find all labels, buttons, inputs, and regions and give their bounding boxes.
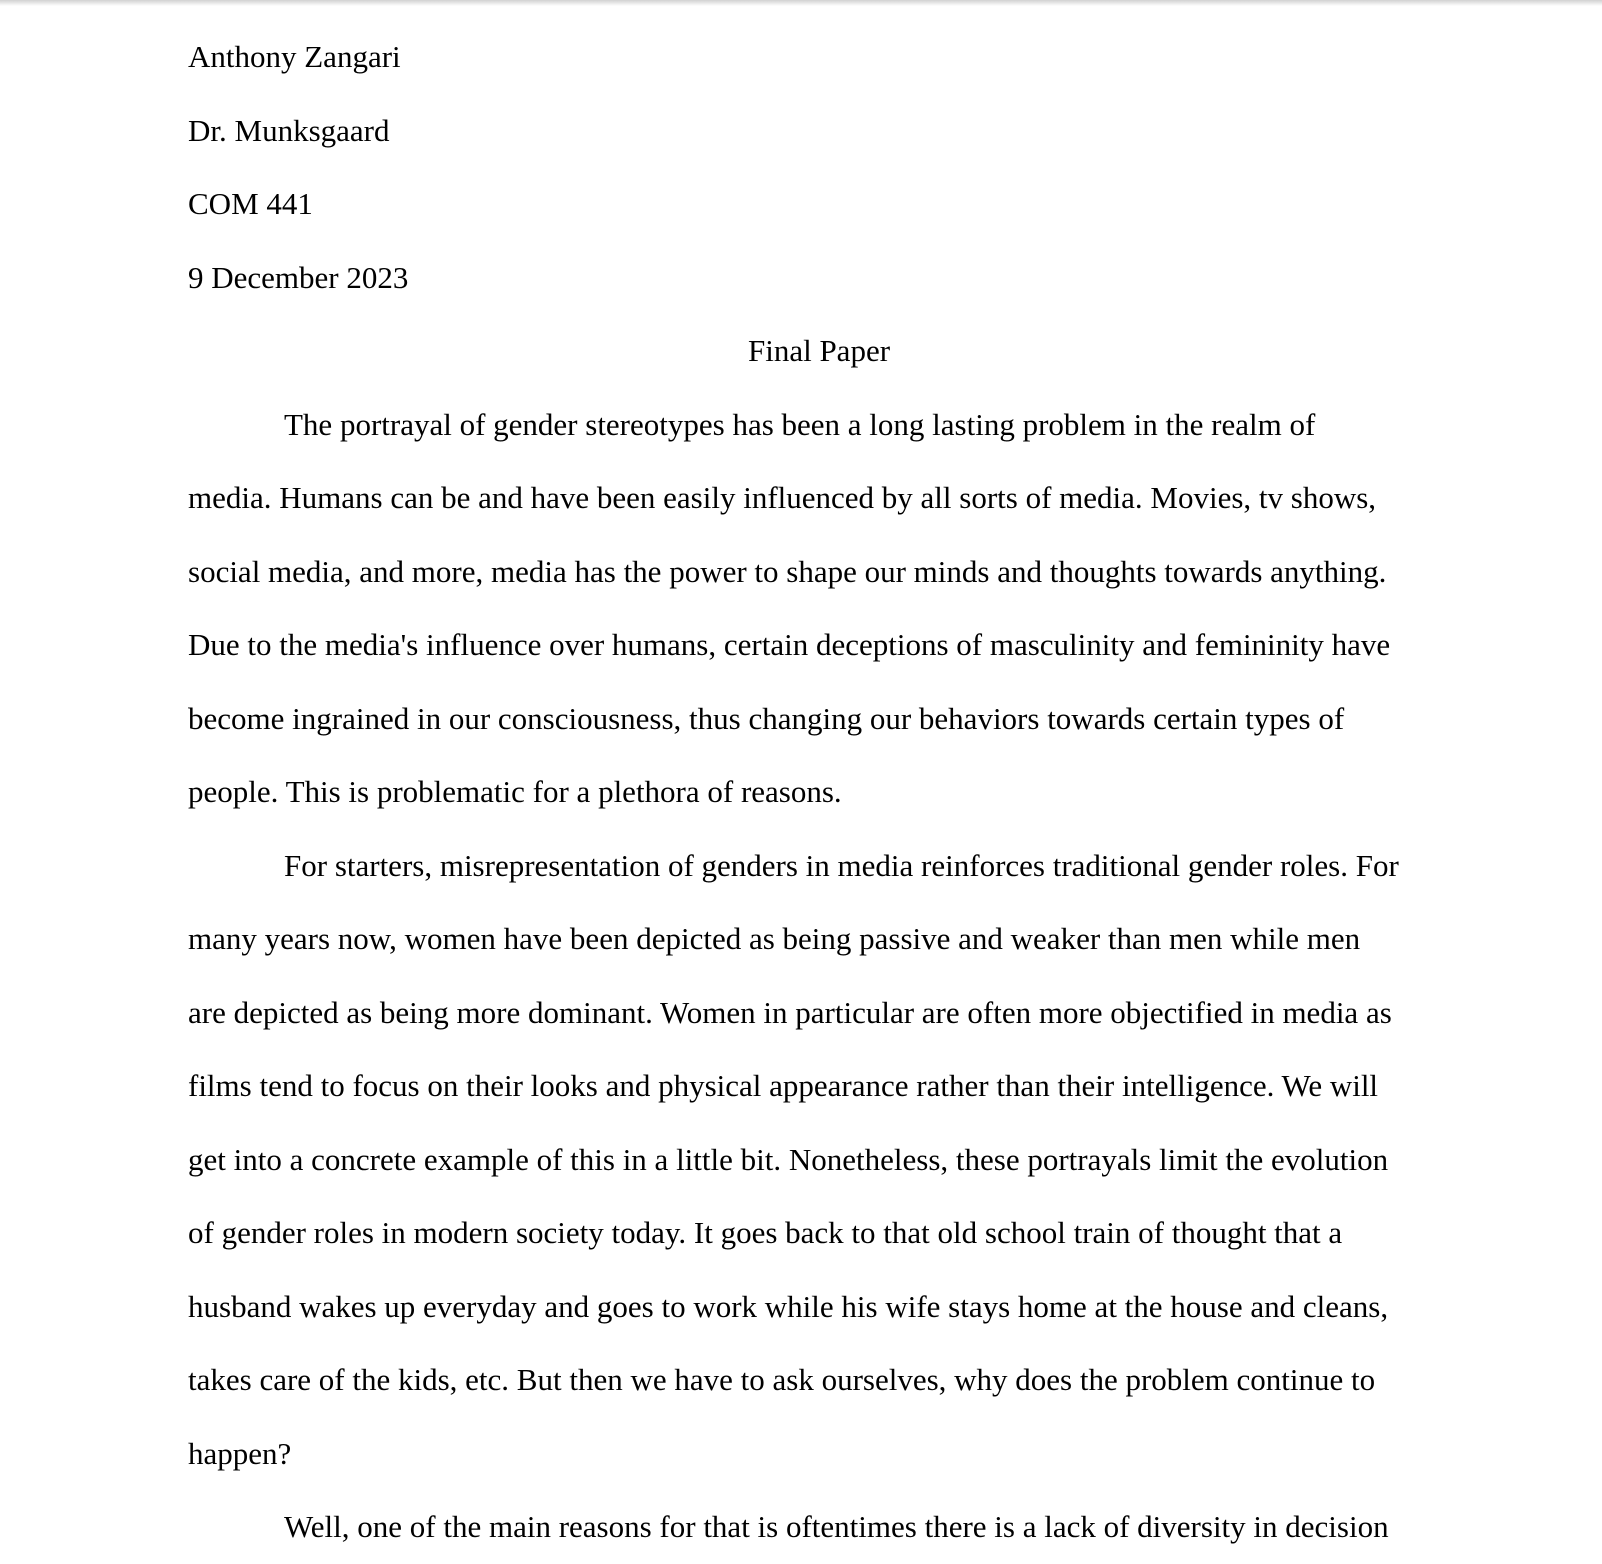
- paper-date: 9 December 2023: [188, 259, 409, 295]
- author-name: Anthony Zangari: [188, 39, 401, 74]
- paragraph-line: of gender roles in modern society today. It goes back to that old school train of thought that a: [188, 1215, 1343, 1250]
- paragraph-line: films tend to focus on their looks and physical appearance rather than their intelligence. We will: [188, 1068, 1379, 1103]
- instructor-name: Dr. Munksgaard: [188, 112, 390, 148]
- paragraph-line: takes care of the kids, etc. But then we have to ask ourselves, why does the problem continue to: [188, 1362, 1376, 1397]
- paragraph-1: [188, 388, 1450, 829]
- paragraph-line: people. This is problematic for a plethora of reasons.: [188, 774, 842, 809]
- paragraph-line: Due to the media's influence over humans, certain deceptions of masculinity and femininity have: [188, 627, 1391, 662]
- paragraph-line: happen?: [188, 1435, 292, 1471]
- paragraph-line: get into a concrete example of this in a little bit. Nonetheless, these portrayals limit the evolution: [188, 1141, 1389, 1177]
- paragraph-line: social media, and more, media has the power to shape our minds and thoughts towards anything.: [188, 553, 1387, 589]
- paragraph-line: For starters, misrepresentation of genders in media reinforces traditional gender roles. For: [284, 847, 1399, 883]
- course-code: COM 441: [188, 186, 313, 221]
- paragraph-line: media. Humans can be and have been easily influenced by all sorts of media. Movies, tv shows,: [188, 480, 1377, 515]
- paragraph-line: husband wakes up everyday and goes to work while his wife stays home at the house and cleans,: [188, 1288, 1389, 1324]
- paragraph-line: are depicted as being more dominant. Women in particular are often more objectified in media as: [188, 994, 1392, 1030]
- paragraph-line: become ingrained in our consciousness, thus changing our behaviors towards certain types of: [188, 700, 1345, 736]
- paragraph-3: [188, 1490, 1450, 1564]
- paragraph-line: Well, one of the main reasons for that is oftentimes there is a lack of diversity in decision: [284, 1509, 1389, 1544]
- paragraph-line: many years now, women have been depicted as being passive and weaker than men while men: [188, 921, 1361, 956]
- document-page: [188, 20, 1450, 1564]
- paragraph-line: The portrayal of gender stereotypes has been a long lasting problem in the realm of: [284, 406, 1316, 442]
- top-edge-shadow: [0, 0, 1602, 6]
- paper-title: Final Paper: [747, 333, 891, 368]
- paragraph-2: [188, 829, 1450, 1491]
